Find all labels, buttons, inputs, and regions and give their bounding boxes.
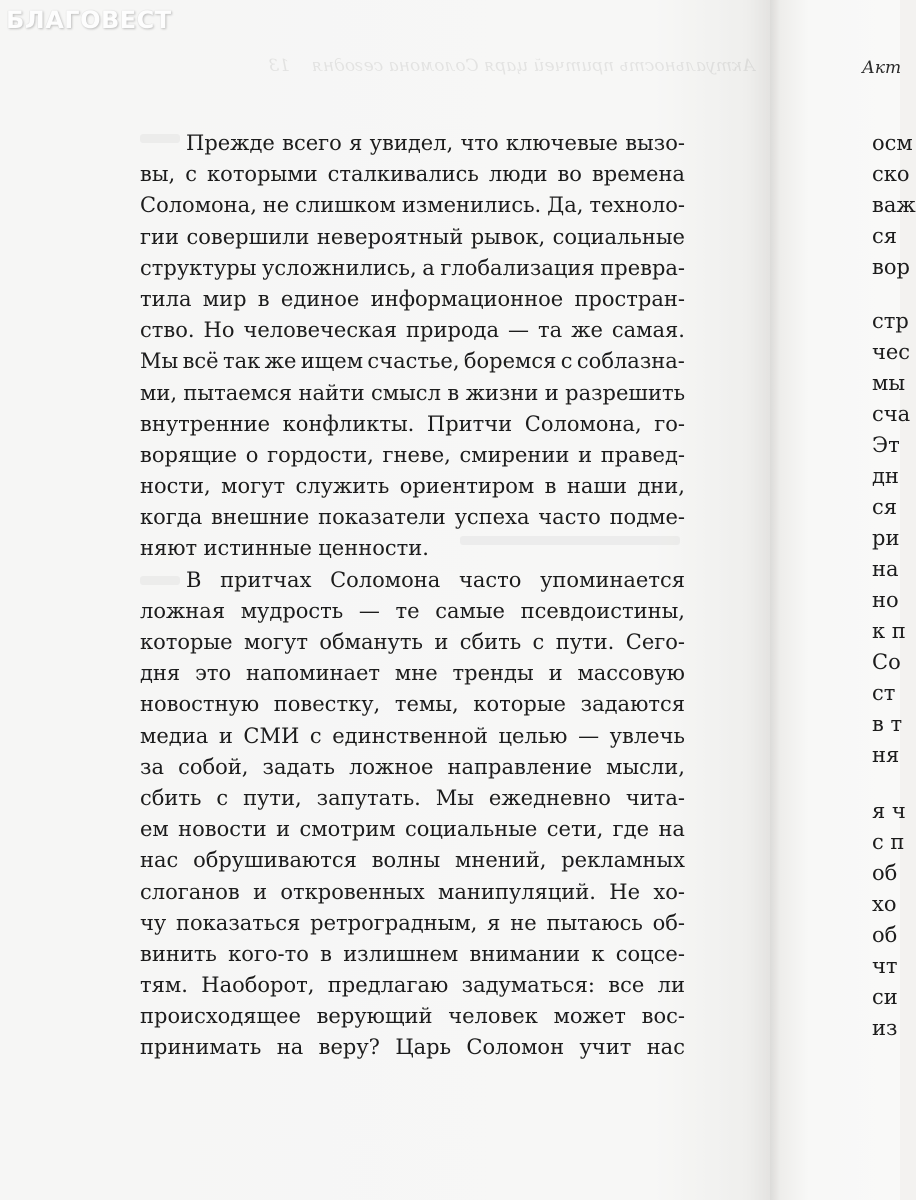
text-line [140,908,685,939]
word: пытаемся [183,380,293,405]
text-line [140,596,685,627]
word: ежедневно [488,785,611,810]
word: и [253,879,268,904]
word: винить [140,941,217,966]
right-page-fragment: мы [872,371,906,395]
right-page-fragment: вор [872,255,910,279]
word: человеческая [243,318,398,343]
word: Да, [547,193,584,218]
word: все [608,973,645,998]
word: техноло- [589,193,685,218]
right-page-fragment: осм [872,131,913,155]
right-page-fragment: но [872,588,899,612]
word: ищем [300,349,364,374]
right-page-fragment: чес [872,340,911,364]
word: превра- [600,255,685,280]
word: притчах [220,567,312,592]
word: направление [447,754,593,779]
word: предлагаю [327,973,449,998]
word: Соломона, [140,193,257,218]
word: же [264,349,297,374]
word: я [349,131,363,155]
word: ство. [140,318,195,343]
word: чита- [625,785,685,810]
word: вос- [641,1004,685,1029]
word: в [544,474,557,499]
word: а [422,255,435,280]
word: Царь [395,1035,452,1060]
word: Но [203,318,235,343]
word: чу [140,910,167,935]
word: задаются [580,692,685,717]
word: смотрим [299,817,396,842]
word: Не [609,879,641,904]
right-page-fragment: в т [872,712,903,736]
word: с [532,630,545,654]
word: Прежде [186,131,275,155]
word: та [538,318,563,343]
text-line [140,159,685,190]
word: что [460,131,499,155]
text-line [140,658,685,689]
text-line [140,284,685,315]
right-page-fragment: хо [872,892,897,916]
word: успеха [454,505,530,530]
word: темы, [394,692,459,717]
word: единственной [332,723,488,748]
word: задать [262,754,335,779]
word: гневе, [382,442,451,467]
word: не [510,910,537,935]
word: смирении [459,442,570,467]
bleed-through-header: Актуальность притчей царя Соломона сегодня 13 [268,56,755,76]
text-line [140,814,685,845]
word: нас [140,848,179,873]
word: новости [178,817,267,842]
word: рывок, [470,224,546,249]
word: учит [579,1035,632,1060]
word: медиа [140,723,209,748]
word: могут [221,474,286,499]
word: сбить [140,785,202,810]
word: наши [566,474,627,499]
word: и [218,723,233,748]
word: задуматься: [461,973,595,998]
text-line [140,440,685,471]
word: которыми [207,162,318,187]
word: во [557,162,582,187]
right-page-fragment: к п [872,619,906,643]
word: когда [140,505,203,530]
word: те [395,598,420,623]
word: невероятный [316,224,464,249]
word: Притчи [426,411,513,436]
word: излишнем [343,941,459,966]
text-line [140,346,685,377]
word: упоминается [540,567,685,592]
word: волны [371,848,441,873]
word: служить [295,474,390,499]
text-line [140,970,685,1001]
word: ориентиром [399,474,535,499]
word: часто [538,505,601,530]
word: откровенных [280,879,425,904]
word: го- [654,411,685,436]
word: происходящее [140,1004,301,1029]
text-line [140,315,685,346]
right-page-fragment: стр [872,309,909,333]
word: часто [458,567,522,592]
word: принимать [140,1035,262,1060]
word: слоганов [140,879,240,904]
word: веру? [318,1035,380,1060]
word: которые [140,630,233,654]
word: пути, [243,785,302,810]
word: тям. [140,973,188,998]
word: соблазна- [576,349,685,374]
word: всё [182,349,219,374]
word: СМИ [243,723,300,748]
text-line [140,190,685,221]
word: природа [406,318,499,343]
text-line [140,128,685,159]
word: пути. [555,630,615,654]
word: — [508,318,529,343]
word: на [276,1035,304,1060]
word: ретроградным, [310,910,478,935]
word: Соломона [330,567,441,592]
word: так [222,349,261,374]
text-line [140,565,685,596]
right-page-fragment: Со [872,650,901,674]
word: социальные [405,817,538,842]
text-line [140,877,685,908]
word: совершили [186,224,310,249]
right-page-fragment: об [872,923,898,947]
word: и [544,380,559,405]
word: мне [394,661,438,686]
word: с [185,162,198,187]
word: обрушиваются [193,848,357,873]
word: псевдоистины, [520,598,685,623]
word: же [571,318,603,343]
word: и [434,630,449,654]
word: ми, [140,380,178,405]
word: собой, [178,754,249,779]
right-page-fragment: из [872,1016,898,1040]
word: целью [498,723,568,748]
right-page-fragment: на [872,557,899,581]
word: информационное [370,286,564,311]
text-line [140,1032,685,1063]
word: человек [448,1004,538,1029]
word: внешние [211,505,310,530]
word: на [658,817,685,842]
text-line [140,409,685,440]
word: где [612,817,650,842]
right-page-fragment: с п [872,830,905,854]
word: гордости, [267,442,374,467]
word: новостную [140,692,260,717]
text-line [140,845,685,876]
word: ключевые [505,131,618,155]
text-line [140,783,685,814]
body-text [140,128,685,1064]
word: мудрость [240,598,344,623]
word: дни, [637,474,685,499]
word: массовую [577,661,685,686]
text-line [140,627,685,658]
word: и [548,661,563,686]
right-page-fragment: ри [872,526,900,550]
text-line [140,253,685,284]
word: ложное [349,754,434,779]
word: о [245,442,259,467]
word: Наоборот, [201,973,315,998]
word: показатели [318,505,446,530]
word: и [276,817,291,842]
word: — [358,598,380,623]
word: В [186,567,202,592]
word: сети, [546,817,604,842]
word: найти [298,380,365,405]
right-page-fragment: я ч [872,799,906,823]
right-page-fragment: си [872,985,898,1009]
word: нас [646,1035,685,1060]
word: могут [244,630,308,654]
right-page-fragment: ся [872,495,898,519]
word: самая. [611,318,685,343]
word: ценности. [318,536,429,561]
word: соцсе- [615,941,685,966]
text-line [140,1001,685,1032]
word: ворящие [140,442,238,467]
word: верующий [316,1004,433,1029]
word: изменились. [401,193,542,218]
right-page-fragment: Эт [872,433,900,457]
word: слишком [295,193,396,218]
right-page-fragment: важ [872,193,916,217]
word: дня [140,661,181,686]
text-line [140,502,685,533]
word: мнений, [455,848,547,873]
word: в [320,941,332,966]
word: тренды [452,661,534,686]
right-page-fragment: сча [872,402,911,426]
word: об- [652,910,685,935]
word: гии [140,224,179,249]
text-line [140,721,685,752]
word: ли [657,973,685,998]
word: не [262,193,290,218]
word: внимании [469,941,581,966]
right-page-fragment: об [872,861,898,885]
word: кого-то [228,941,309,966]
word: в [447,380,460,405]
word: структуры [140,255,257,280]
word: смысл [371,380,441,405]
word: простран- [574,286,685,311]
right-page-fragment: ня [872,743,900,767]
word: люди [488,162,548,187]
word: мысли, [606,754,685,779]
word: показаться [176,910,301,935]
word: к [591,941,605,966]
word: с [560,349,573,374]
word: Мы [140,349,179,374]
word: глобализация [440,255,595,280]
word: боремся [463,349,557,374]
word: увидел, [369,131,454,155]
word: сталкивались [327,162,479,187]
word: которые [473,692,566,717]
word: — [578,723,600,748]
word: няют [140,536,198,561]
word: обмануть [319,630,423,654]
right-page-header: Акт [862,58,902,78]
word: разрешить [565,380,685,405]
word: Соломона, [524,411,642,436]
word: увлечь [609,723,685,748]
word: самые [435,598,505,623]
right-page-fragment: дн [872,464,899,488]
watermark-logo: БЛАГОВЕСТ [6,6,172,34]
word: всего [282,131,342,155]
word: усложнились, [262,255,417,280]
word: единое [280,286,360,311]
word: счастье, [367,349,460,374]
word: внутренние [140,411,271,436]
text-line [140,752,685,783]
word: манипуляций. [438,879,596,904]
text-line [140,939,685,970]
word: конфликты. [282,411,415,436]
word: хо- [653,879,685,904]
word: Сего- [625,630,685,654]
word: ности, [140,474,211,499]
text-line [140,222,685,253]
word: может [553,1004,626,1029]
word: социальные [552,224,685,249]
word: пытаюсь [546,910,643,935]
right-page-fragment: ся [872,224,898,248]
right-page-fragment: ст [872,681,896,705]
word: ложная [140,598,226,623]
word: и [578,442,593,467]
word: напоминает [245,661,381,686]
right-page-fragment: ско [872,162,910,186]
word: истинные [203,536,312,561]
word: с [216,785,229,810]
word: ем [140,817,169,842]
word: мир [202,286,247,311]
word: вы, [140,162,176,187]
text-line [140,471,685,502]
word: тила [140,286,192,311]
word: с [309,723,322,748]
word: повестку, [273,692,381,717]
word: подме- [609,505,685,530]
text-line [140,533,685,564]
word: правед- [600,442,685,467]
word: Мы [435,785,474,810]
word: запутать. [316,785,421,810]
word: Соломон [466,1035,565,1060]
word: я [487,910,501,935]
word: вызо- [625,131,685,155]
text-line [140,689,685,720]
word: за [140,754,164,779]
word: сбить [459,630,522,654]
right-page-fragment: чт [872,954,898,978]
word: жизни [465,380,539,405]
word: рекламных [561,848,685,873]
word: это [195,661,232,686]
word: времена [591,162,685,187]
text-line [140,378,685,409]
word: в [257,286,270,311]
